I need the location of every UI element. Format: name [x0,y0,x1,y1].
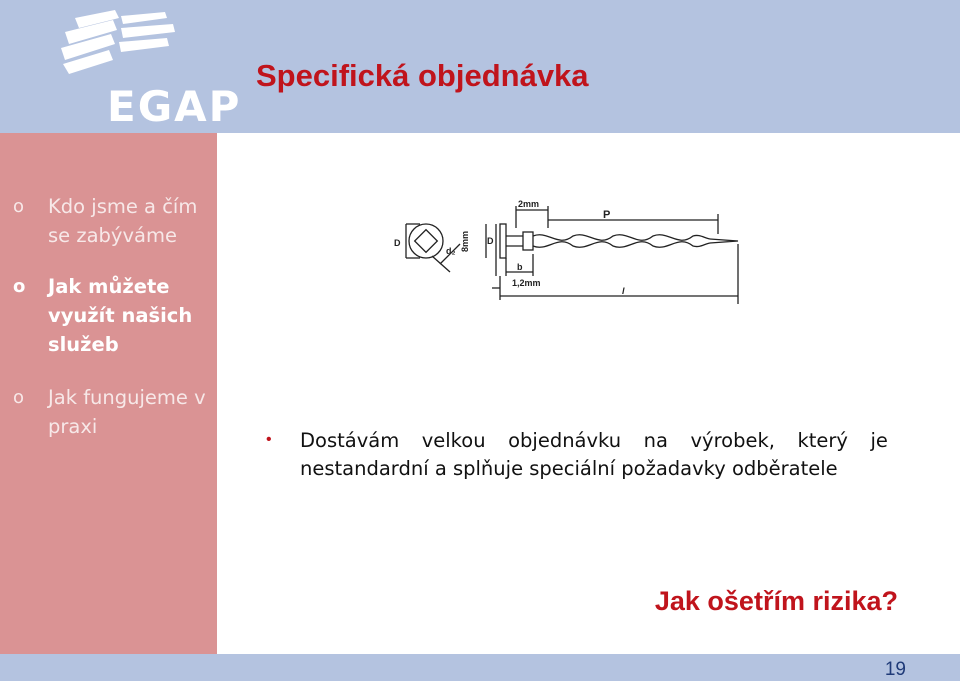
word: na [643,429,668,452]
header-band [0,0,960,133]
sidebar-item-label: Kdo jsme a čím se zabýváme [48,195,198,247]
sidebar-item-label: Jak můžete využít našich služeb [48,275,193,356]
word: výrobek, [690,429,775,452]
bullet-icon: • [266,431,272,448]
word: je [870,429,888,452]
page-number: 19 [884,659,906,680]
circle-bullet-icon: o [13,387,25,408]
word: který [797,429,848,452]
logo-text: EGAP [107,82,242,131]
word: Dostávám [300,429,400,452]
body-line-1 [300,427,888,455]
diagram-label-l: l [622,286,625,296]
nail-technical-drawing [388,196,740,306]
body-line-2: nestandardní a splňuje speciální požadavky odběratele [300,457,838,480]
circle-bullet-icon: o [13,196,25,217]
diagram-label-b: b [517,262,523,272]
sidebar [0,133,217,654]
risk-question: Jak ošetřím rizika? [654,586,898,616]
diagram-label-d-side: D [487,236,494,246]
sidebar-item-label: Jak fungujeme v praxi [48,386,206,438]
diagram-label-2mm: 2mm [518,199,540,209]
egap-logo [55,10,242,131]
page-title: Specifická objednávka [256,58,589,93]
body-paragraph [300,427,888,483]
word: velkou [421,429,486,452]
diagram-label-p: P [603,209,611,221]
footer-band [0,654,960,681]
diagram-label-d: D [394,238,401,248]
circle-bullet-icon: o [13,276,26,297]
diagram-label-8mm: 8mm [460,230,470,252]
word: objednávku [508,429,622,452]
diagram-label-1-2mm: 1,2mm [512,278,541,288]
diagram-label-d2: d₂ [446,246,456,256]
